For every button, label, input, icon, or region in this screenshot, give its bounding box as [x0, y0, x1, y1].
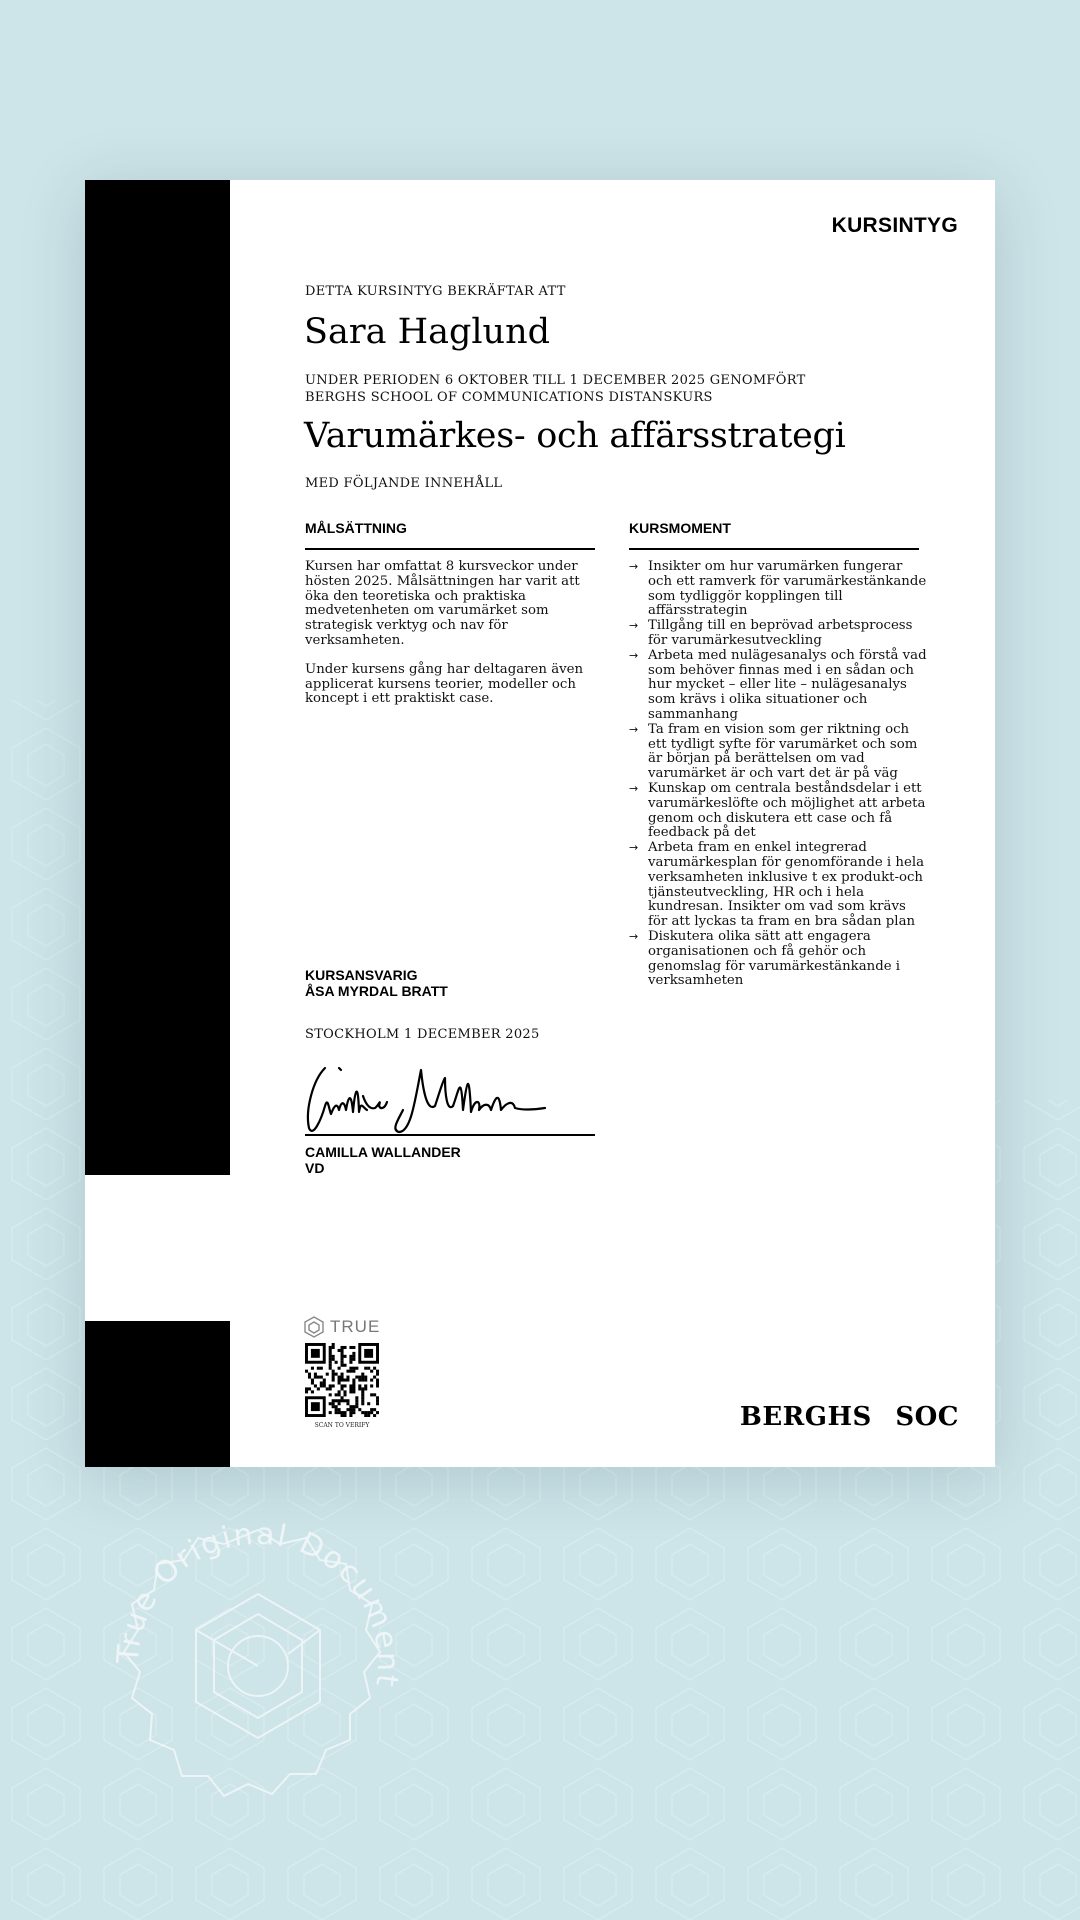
list-item: → Tillgång till en beprövad arbetsprocess för varumärkesutveckling	[629, 618, 913, 648]
black-side-bar-bottom	[85, 1321, 230, 1467]
black-side-bar	[85, 180, 230, 1175]
responsible-name: ÅSA MYRDAL BRATT	[305, 983, 448, 999]
true-logo-text: TRUE	[330, 1317, 381, 1336]
signature-image	[303, 1050, 553, 1140]
course-title: Varumärkes- och affärsstrategi	[304, 416, 846, 456]
moments-list	[629, 560, 929, 989]
true-original-seal	[88, 1494, 428, 1834]
scan-to-verify-label: SCAN TO VERIFY	[314, 1422, 370, 1429]
list-item: → Insikter om hur varumärken fungerar och ett ramverk för varumärkestänkande som tydliggör kopplingen till affärsstrategin	[629, 559, 927, 619]
list-item: → Arbeta med nulägesanalys och förstå vad som behöver finnas med i en sådan och hur mycket – eller lite – nulägesanalys som krävs i olika situationer och sammanhang	[629, 647, 927, 722]
seal-text: True Original Document	[110, 1516, 406, 1691]
intro-text: DETTA KURSINTYG BEKRÄFTAR ATT	[305, 284, 566, 299]
period-line-1: UNDER PERIODEN 6 OKTOBER TILL 1 DECEMBER 2025 GENOMFÖRT	[305, 373, 806, 388]
certificate-document	[85, 180, 995, 1467]
arrow-right-icon: →	[629, 781, 639, 795]
list-item: → Kunskap om centrala beståndsdelar i ett varumärkeslöfte och möjlighet att arbeta genom och diskutera ett case och få feedback på det	[629, 780, 926, 841]
arrow-right-icon: →	[629, 619, 639, 633]
recipient-name: Sara Haglund	[304, 312, 551, 352]
signer-title: VD	[305, 1160, 325, 1176]
arrow-right-icon: →	[629, 648, 639, 662]
goal-heading: MÅLSÄTTNING	[305, 520, 595, 550]
list-item: → Diskutera olika sätt att engagera organisationen och få gehör och genomslag för varumärkestänkande i verksamheten	[629, 928, 901, 989]
document-type-label: KURSINTYG	[831, 214, 958, 237]
arrow-right-icon: →	[629, 841, 639, 855]
brand-logo: BERGHS SOC	[739, 1402, 959, 1432]
hexagon-icon	[303, 1316, 325, 1338]
true-logo	[303, 1316, 380, 1338]
qr-code[interactable]	[305, 1343, 379, 1417]
contents-intro: MED FÖLJANDE INNEHÅLL	[305, 476, 503, 491]
moments-heading: KURSMOMENT	[629, 520, 919, 550]
signer-name: CAMILLA WALLANDER	[305, 1144, 461, 1160]
goal-paragraph: Under kursens gång har deltagaren även applicerat kursens teorier, modeller och koncept i ett praktiskt case.	[305, 661, 584, 707]
goal-paragraph: Kursen har omfattat 8 kursveckor under hösten 2025. Målsättningen har varit att öka den teoretiska och praktiska medvetenheten om varumärket som strategisk verktyg och nav för verksamheten.	[305, 559, 580, 648]
list-item: → Ta fram en vision som ger riktning och ett tydligt syfte för varumärket och som är början på berättelsen om vad varumärket är och vart det är på väg	[629, 721, 918, 782]
responsible-role: KURSANSVARIG	[305, 967, 418, 983]
period-text	[305, 372, 865, 406]
list-item: → Arbeta fram en enkel integrerad varumärkesplan för genomförande i hela verksamheten inklusive t ex produkt-och tjänsteutveckling, HR och i hela kundresan. Insikter om vad som krävs för att lyckas ta fram en bra sådan plan	[629, 840, 925, 930]
signature-line	[305, 1134, 595, 1136]
course-responsible	[305, 967, 448, 999]
arrow-right-icon: →	[629, 560, 639, 573]
place-date: STOCKHOLM 1 DECEMBER 2025	[305, 1027, 540, 1042]
goal-section	[305, 560, 597, 721]
period-line-2: BERGHS SCHOOL OF COMMUNICATIONS DISTANSKURS	[305, 390, 713, 405]
signer	[305, 1144, 461, 1176]
arrow-right-icon: →	[629, 929, 639, 943]
svg-text:True Original Document	[111, 1517, 405, 1691]
arrow-right-icon: →	[629, 722, 639, 736]
